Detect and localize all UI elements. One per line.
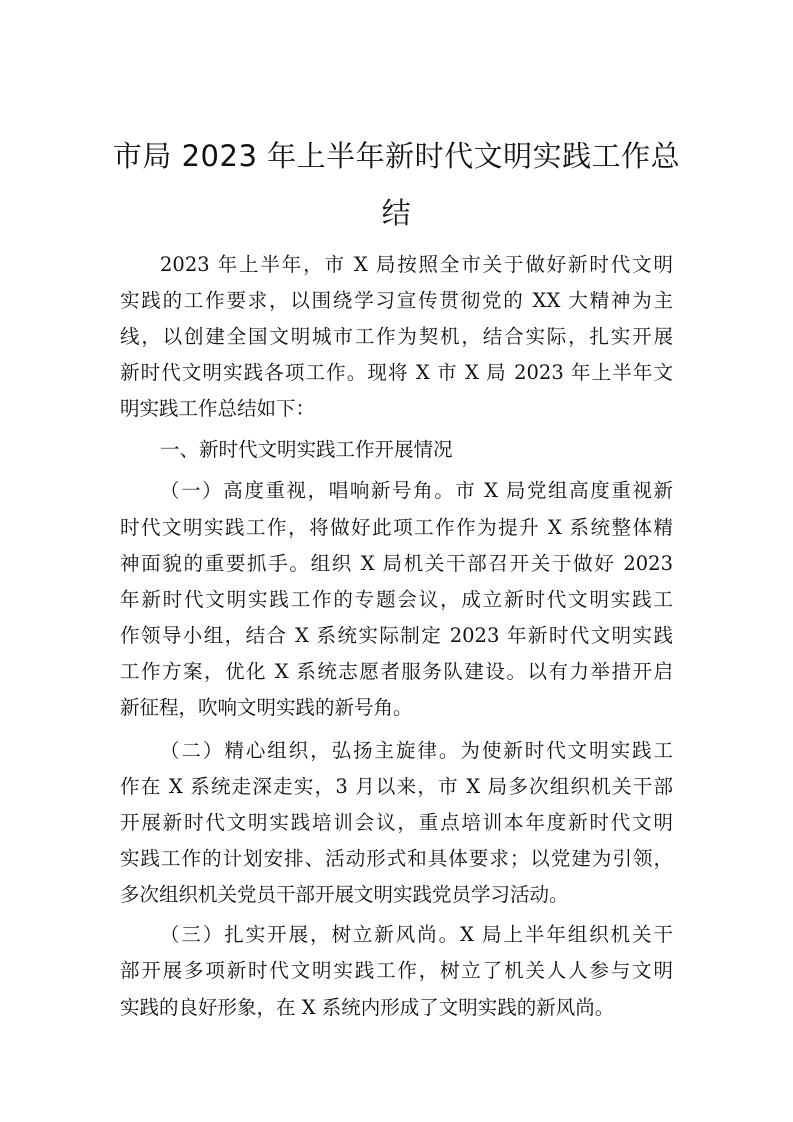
text-line: 明实践工作总结如下： (120, 397, 316, 420)
text-line: 实践的良好形象，在 X 系统内形成了文明实践的新风尚。 (120, 996, 615, 1019)
text-line: 多次组织机关党员干部开展文明实践党员学习活动。 (120, 883, 569, 906)
text-line: 时代文明实践工作，将做好此项工作作为提升 X 系统整体精 (120, 516, 673, 539)
text-line: （三）扎实开展，树立新风尚。X 局上半年组织机关干 (160, 923, 673, 946)
text-line: 作在 X 系统走深走实，3 月以来，市 X 局多次组织机关干部 (120, 775, 673, 798)
text-line: 神面貌的重要抓手。组织 X 局机关干部召开关于做好 2023 (120, 552, 673, 575)
text-line: 作领导小组，结合 X 系统实际制定 2023 年新时代文明实践 (120, 624, 673, 647)
section-heading: 一、新时代文明实践工作开展情况 (160, 438, 453, 461)
text-line: （二）精心组织，弘扬主旋律。为使新时代文明实践工 (160, 739, 673, 762)
text-line: 开展新时代文明实践培训会议，重点培训本年度新时代文明 (120, 811, 673, 834)
text-line: 新时代文明实践各项工作。现将 X 市 X 局 2023 年上半年文 (120, 361, 673, 384)
text-line: 年新时代文明实践工作的专题会议，成立新时代文明实践工 (120, 588, 673, 611)
text-line: 实践工作的计划安排、活动形式和具体要求；以党建为引领， (120, 847, 673, 870)
text-line: 2023 年上半年，市 X 局按照全市关于做好新时代文明 (160, 253, 673, 276)
text-line: 新征程，吹响文明实践的新号角。 (120, 696, 413, 719)
text-line: 实践的工作要求，以围绕学习宣传贯彻党的 XX 大精神为主 (120, 289, 673, 312)
text-line: （一）高度重视，唱响新号角。市 X 局党组高度重视新 (160, 479, 673, 502)
document-title-line-1: 市局 2023 年上半年新时代文明实践工作总 (112, 139, 681, 173)
text-line: 线，以创建全国文明城市工作为契机，结合实际，扎实开展 (120, 325, 673, 348)
text-line: 工作方案，优化 X 系统志愿者服务队建设。以有力举措开启 (120, 660, 673, 683)
text-line: 部开展多项新时代文明实践工作，树立了机关人人参与文明 (120, 959, 673, 982)
document-title-line-2: 结 (381, 196, 412, 230)
